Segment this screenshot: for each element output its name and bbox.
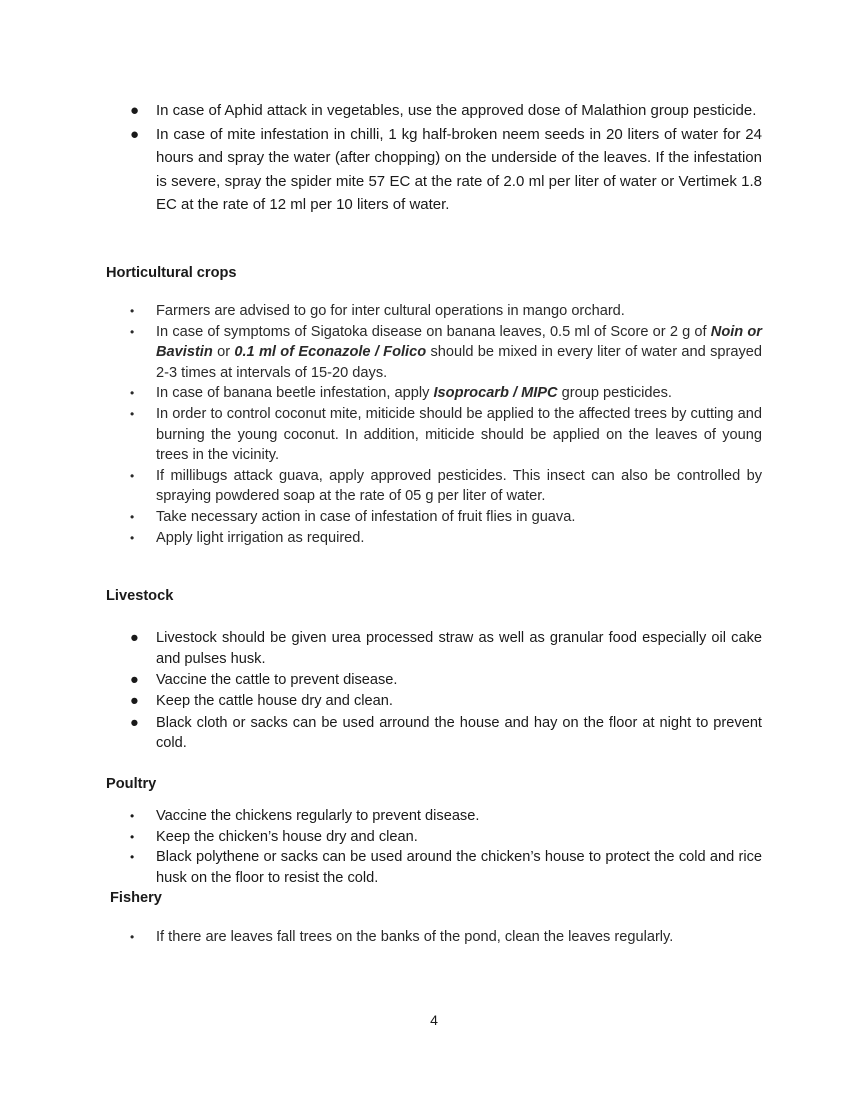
bullet-icon: • bbox=[130, 468, 135, 483]
bullet-icon: ● bbox=[130, 125, 140, 143]
bullet-icon: • bbox=[130, 930, 135, 944]
list-item: • In case of banana beetle infestation, apply Isoprocarb / MIPC group pesticides. bbox=[106, 383, 762, 404]
bullet-icon: • bbox=[130, 829, 135, 844]
list-item: ● Livestock should be given urea processed straw as well as granular food especially oil cake and pulses husk. bbox=[130, 630, 762, 667]
list-item: • Black polythene or sacks can be used around the chicken’s house to protect the cold and rice husk on the floor to resist the cold. bbox=[130, 849, 762, 886]
bullet-icon: ● bbox=[130, 693, 139, 710]
section-heading-fishery: Fishery bbox=[110, 890, 162, 906]
horticultural-advice-list bbox=[106, 301, 762, 548]
bullet-icon: • bbox=[130, 406, 135, 421]
list-item: • In order to control coconut mite, miticide should be applied to the affected trees by cutting and burning the young coconut. In addition, miticide should be applied on the leaves of young trees in the vicinity. bbox=[130, 405, 762, 464]
fishery-advice-list bbox=[106, 927, 762, 948]
bullet-icon: • bbox=[130, 324, 135, 339]
bullet-icon: ● bbox=[130, 630, 139, 646]
bullet-icon: • bbox=[130, 850, 135, 865]
list-item: ● Black cloth or sacks can be used arround the house and hay on the floor at night to prevent cold. bbox=[130, 714, 762, 752]
section-heading-livestock: Livestock bbox=[106, 588, 174, 604]
bullet-icon: • bbox=[130, 809, 135, 823]
list-item: ● Keep the cattle house dry and clean. bbox=[106, 691, 762, 712]
bullet-icon: ● bbox=[130, 714, 139, 731]
livestock-advice-list bbox=[106, 628, 762, 755]
bullet-icon: • bbox=[130, 509, 135, 524]
pesticide-name: Isoprocarb / MIPC bbox=[433, 385, 558, 402]
list-item: ● In case of mite infestation in chilli, 1 kg half-broken neem seeds in 20 liters of water for 24 hours and spray the water (after chopping) on the underside of the leaves. If the infestation is severe, spray the spider mite 57 EC at the rate of 2.0 ml per liter of water or Vertimek 1.8 EC at the rate of 12 ml per 10 liters of water. bbox=[106, 123, 762, 217]
bullet-icon: ● bbox=[130, 672, 139, 689]
list-item: ● In case of Aphid attack in vegetables, use the approved dose of Malathion group pesticide. bbox=[106, 99, 762, 123]
bullet-icon: • bbox=[130, 386, 135, 401]
section-heading-horticultural-crops: Horticultural crops bbox=[106, 265, 237, 281]
list-item: • If millibugs attack guava, apply approved pesticides. This insect can also be controlled by spraying powdered soap at the rate of 05 g per liter of water. bbox=[130, 467, 762, 505]
list-item: • If there are leaves fall trees on the banks of the pond, clean the leaves regularly. bbox=[106, 927, 762, 948]
list-item: • Farmers are advised to go for inter cultural operations in mango orchard. bbox=[106, 301, 762, 322]
vegetable-advice-list bbox=[106, 99, 762, 217]
page-number: 4 bbox=[430, 1012, 438, 1028]
list-item: • In case of symptoms of Sigatoka disease on banana leaves, 0.5 ml of Score or 2 g of Noin or Bavistin or 0.1 ml of Econazole / Folico should be mixed in every liter of water and sprayed 2-3 times at intervals of 15-20 days. bbox=[130, 323, 762, 381]
fungicide-name: 0.1 ml of Econazole / Folico bbox=[234, 344, 427, 361]
list-item: • Apply light irrigation as required. bbox=[106, 528, 762, 549]
poultry-advice-list bbox=[106, 806, 762, 888]
bullet-icon: • bbox=[130, 530, 135, 545]
list-item: • Keep the chicken’s house dry and clean. bbox=[106, 827, 762, 848]
bullet-icon: ● bbox=[130, 102, 140, 119]
fungicide-name: Noin or Bavistin bbox=[156, 323, 762, 361]
list-item: • Vaccine the chickens regularly to prevent disease. bbox=[106, 806, 762, 827]
bullet-icon: • bbox=[130, 304, 135, 318]
list-item: • Take necessary action in case of infestation of fruit flies in guava. bbox=[106, 507, 762, 528]
section-heading-poultry: Poultry bbox=[106, 776, 157, 792]
list-item: ● Vaccine the cattle to prevent disease. bbox=[106, 670, 762, 691]
